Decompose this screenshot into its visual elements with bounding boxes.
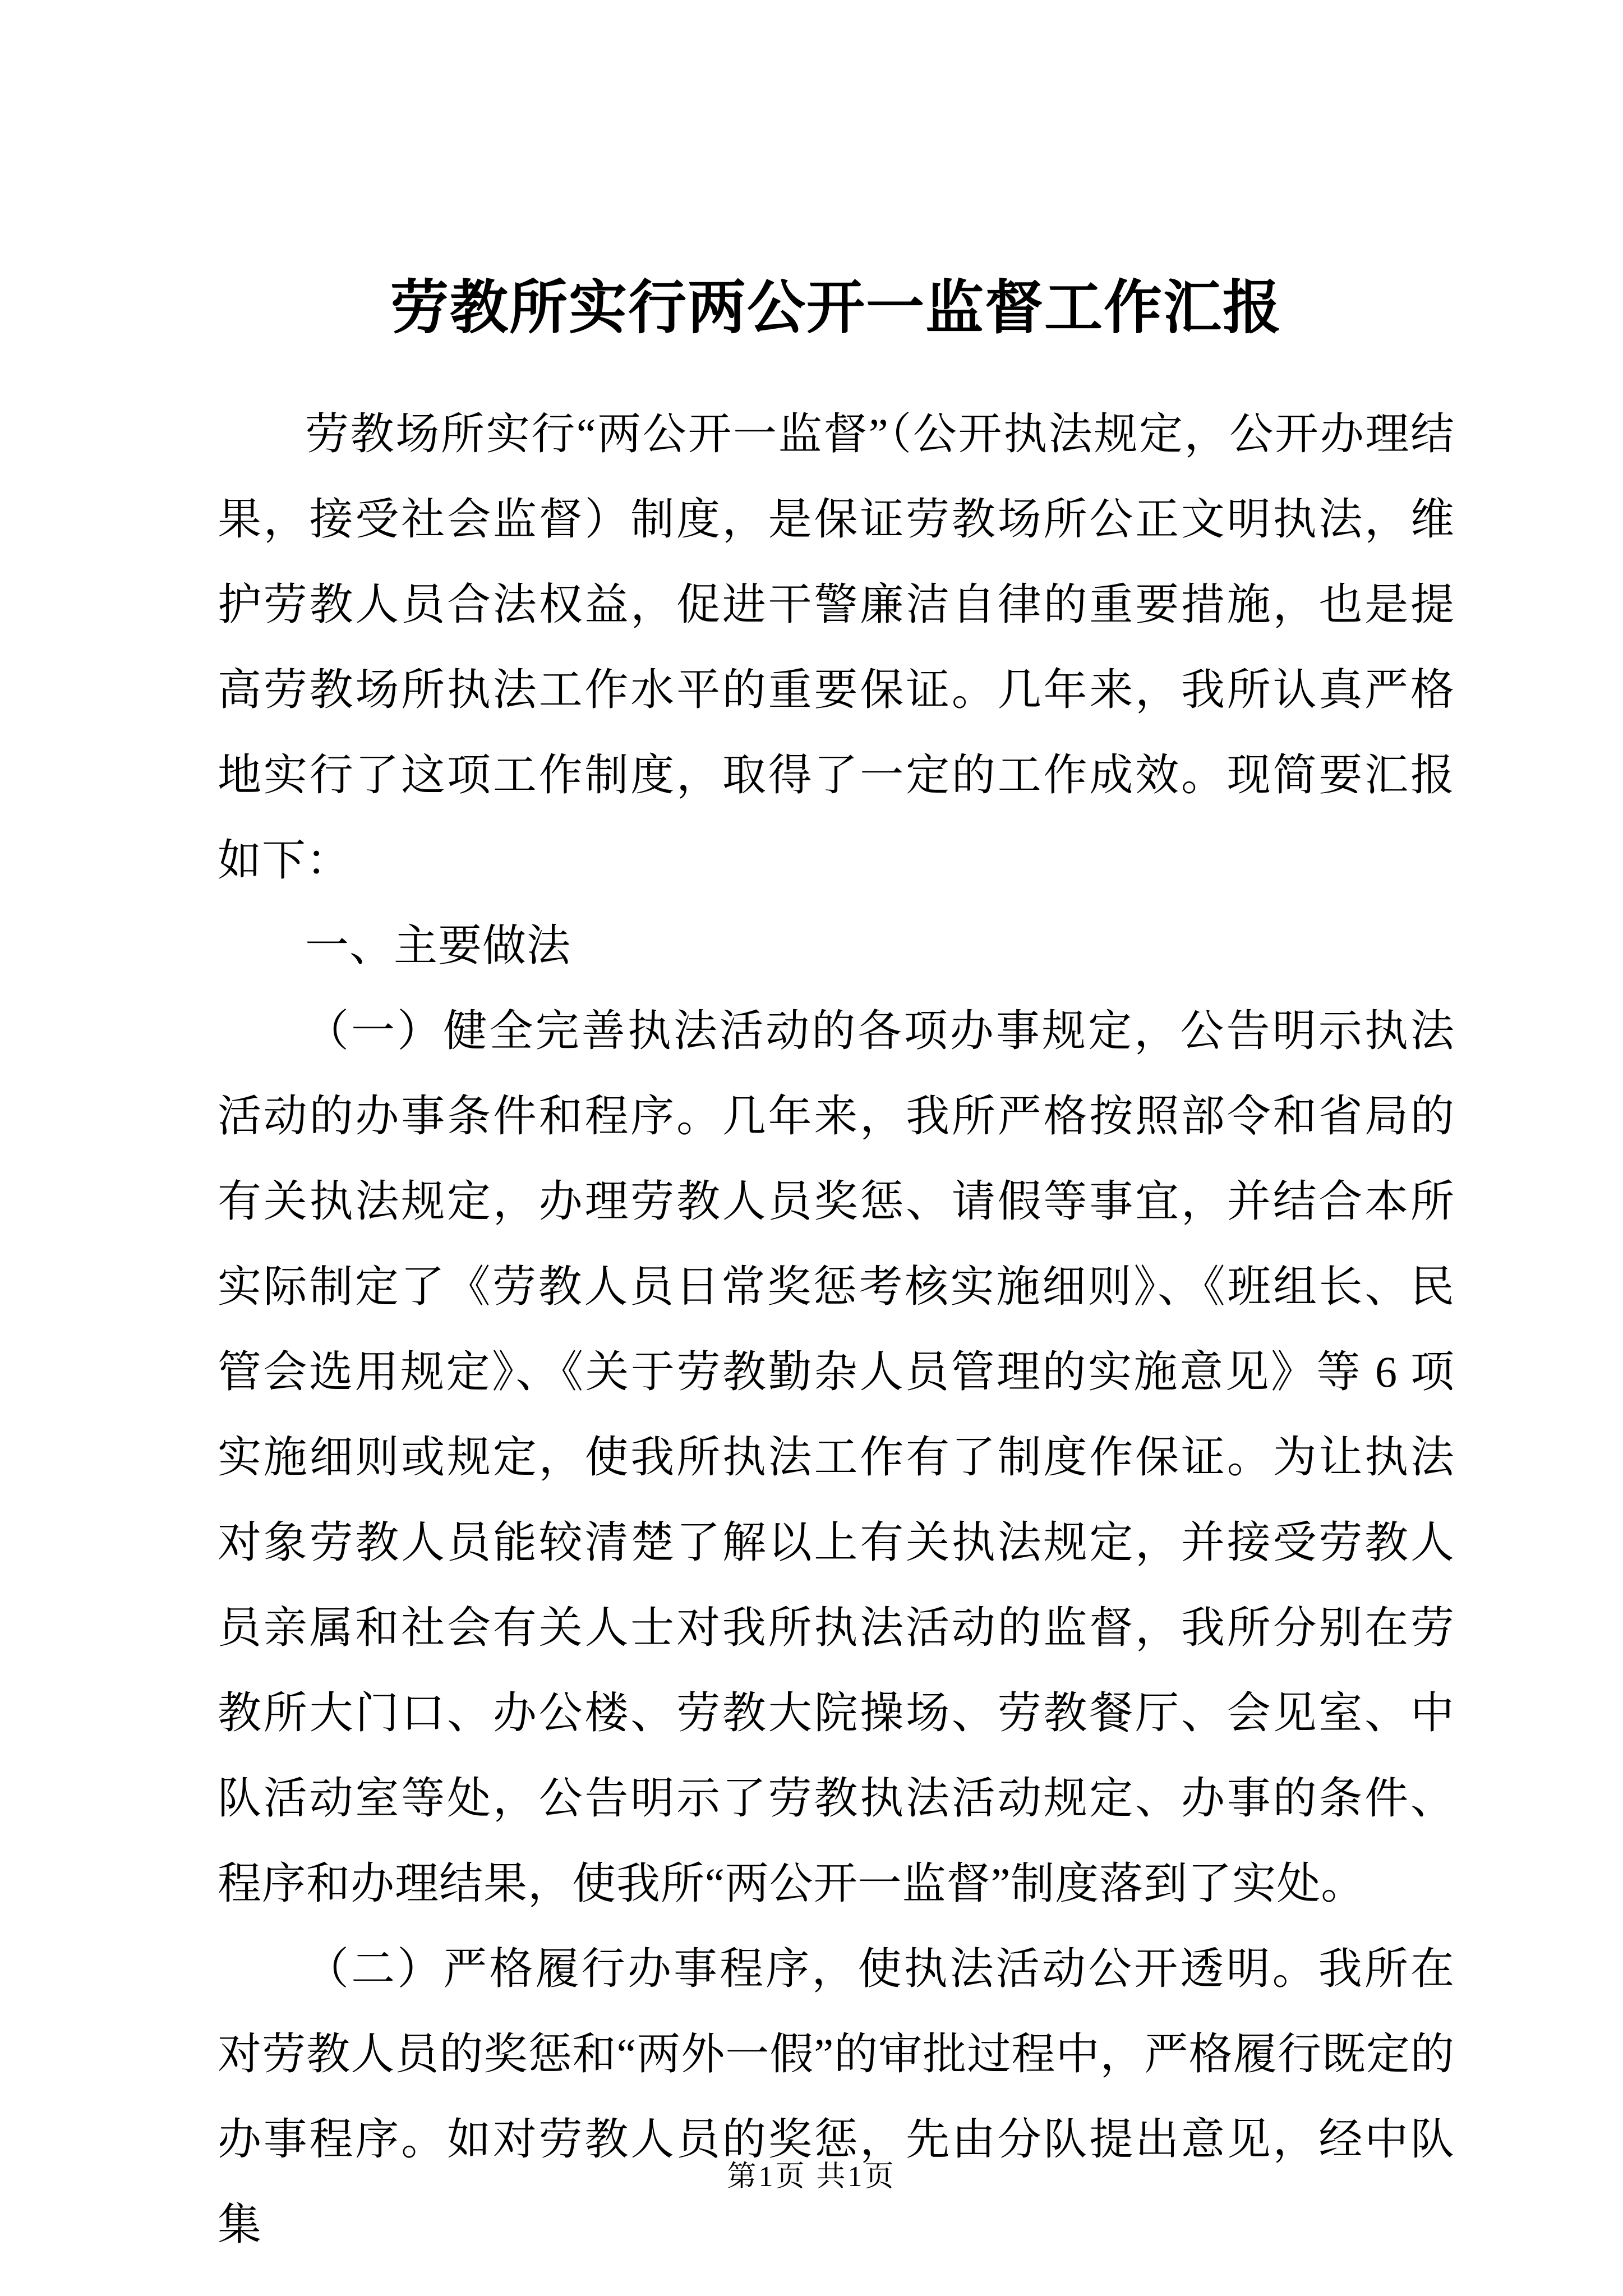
paragraph-item-two: （二）严格履行办事程序，使执法活动公开透明。我所在对劳教人员的奖惩和“两外一假”的审批过程中，严格履行既定的办事程序。如对劳教人员的奖惩，先由分队提出意见，经中队集 bbox=[218, 1944, 1455, 2249]
paragraph-intro: 劳教场所实行“两公开一监督”（公开执法规定，公开办理结果，接受社会监督）制度，是保证劳教场所公正文明执法，维护劳教人员合法权益，促进干警廉洁自律的重要措施，也是提高劳教场所执法工作水平的重要保证。几年来，我所认真严格地实行了这项工作制度，取得了一定的工作成效。现简要汇报如下： bbox=[218, 409, 1455, 885]
document-title: 劳教所实行两公开一监督工作汇报 bbox=[390, 276, 1282, 341]
section-heading-main-practices: 一、主要做法 bbox=[305, 921, 571, 970]
paragraph-item-one: （一）健全完善执法活动的各项办事规定，公告明示执法活动的办事条件和程序。几年来，我所严格按照部令和省局的有关执法规定，办理劳教人员奖惩、请假等事宜，并结合本所实际制定了《劳教人员日常奖惩考核实施细则》、《班组长、民管会选用规定》、《关于劳教勤杂人员管理的实施意见》等 6 项实施细则或规定，使我所执法工作有了制度作保证。为让执法对象劳教人员能较清楚了解以上有关执法规定，并接受劳教人员亲属和社会有关人士对我所执法活动的监督，我所分别在劳教所大门口、办公楼、劳教大院操场、劳教餐厅、会见室、中队活动室等处，公告明示了劳教执法活动规定、办事的条件、程序和办理结果，使我所“两公开一监督”制度落到了实处。 bbox=[218, 1006, 1455, 1908]
page-number-footer: 第1页 共1页 bbox=[727, 2161, 896, 2193]
